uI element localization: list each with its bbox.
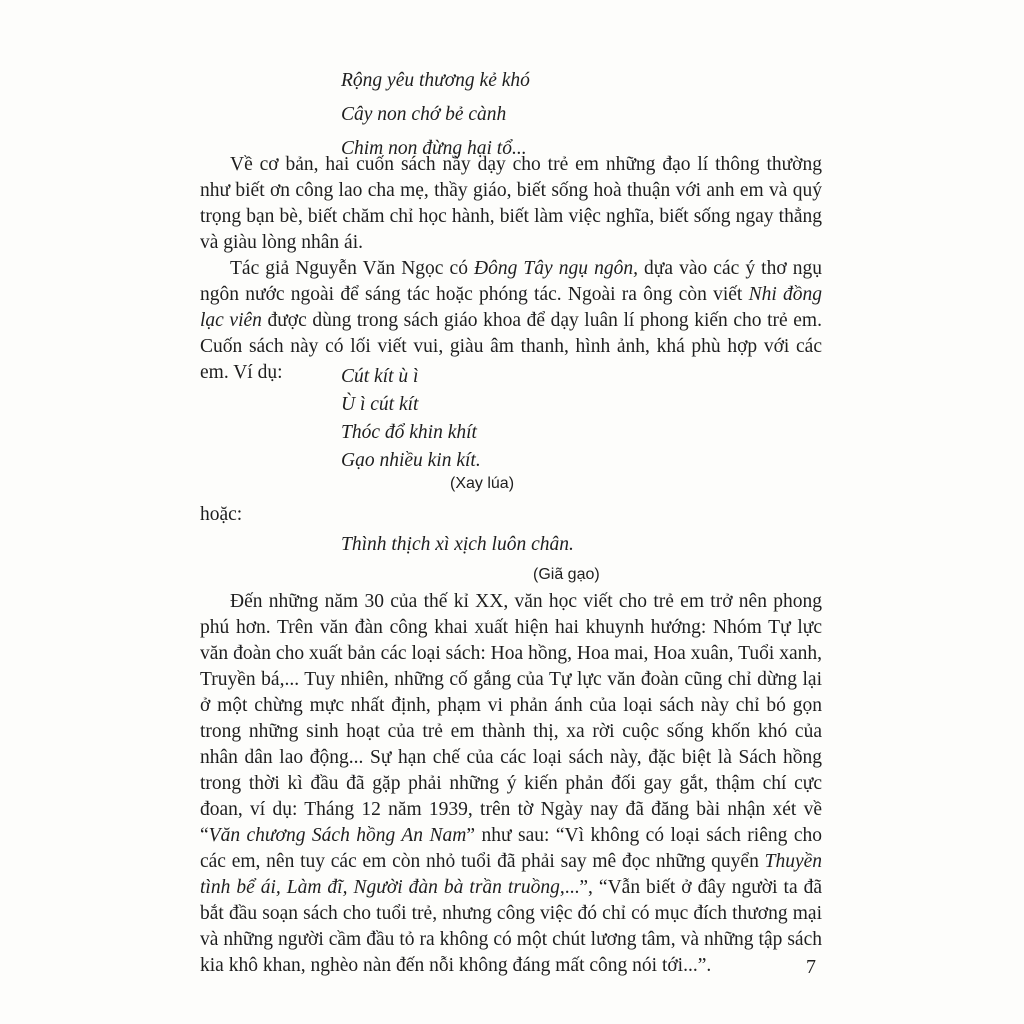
article-title: Văn chương Sách hồng An Nam bbox=[208, 825, 467, 846]
text-run: dựa vào các ý thơ ngụ ngôn nước ngoài để sáng tác hoặc phóng tác. Ngoài ra ông còn viết bbox=[200, 258, 822, 305]
verse-line: Ù ì cút kít bbox=[341, 394, 419, 415]
book-title: Nhi đồng lạc viên bbox=[200, 284, 822, 331]
verse-line: Chim non đừng hại tổ... bbox=[341, 138, 527, 159]
page-number: 7 bbox=[806, 956, 816, 978]
paragraph-3 bbox=[200, 589, 822, 979]
text-run: được dùng trong sách giáo khoa để dạy luân lí phong kiến cho trẻ em. Cuốn sách này có lối viết vui, giàu âm thanh, hình ảnh, khá phù hợp với các em. Ví dụ: bbox=[200, 310, 822, 383]
book-titles: Thuyền tình bể ái, Làm đĩ, Người đàn bà trần truồng bbox=[200, 851, 822, 898]
text-run: Đến những năm 30 của thế kỉ XX, văn học viết cho trẻ em trở nên phong phú hơn. Trên văn đàn công khai xuất hiện hai khuynh hướng: Nhóm Tự lực văn đoàn cho xuất bản các loại sách: Hoa hồng, Hoa mai, Hoa xuân, Tuổi xanh, Truyền bá,... Tuy nhiên, những cố gắng của Tự lực văn đoàn cũng chỉ dừng lại ở một chừng mực nhất định, phạm vi phản ánh của loại sách này chỉ bó gọn trong những sinh hoạt của trẻ em thành thị, xa rời cuộc sống khốn khó của nhân dân lao động... Sự hạn chế của các loại sách này, đặc biệt là Sách hồng trong thời kì đầu đã gặp phải những ý kiến phản đối gay gắt, thậm chí cực đoan, ví dụ: Tháng 12 năm 1939, trên tờ Ngày nay đã đăng bài nhận xét về “ bbox=[200, 591, 822, 846]
text-run: Tác giả Nguyễn Văn Ngọc có bbox=[230, 258, 475, 279]
verse-source: (Giã gạo) bbox=[533, 566, 600, 583]
verse-line: Rộng yêu thương kẻ khó bbox=[341, 70, 530, 91]
paragraph-text bbox=[200, 589, 822, 979]
verse-line: Thình thịch xì xịch luôn chân. bbox=[341, 534, 574, 555]
paragraph-text: Về cơ bản, hai cuốn sách này dạy cho trẻ em những đạo lí thông thường như biết ơn công lao cha mẹ, thầy giáo, biết sống hoà thuận với anh em và quý trọng bạn bè, biết chăm chỉ học hành, biết làm việc nghĩa, biết sống ngay thẳng và giàu lòng nhân ái. bbox=[200, 154, 822, 253]
verse-line: Gạo nhiều kin kít. bbox=[341, 450, 481, 471]
verse-source: (Xay lúa) bbox=[450, 475, 515, 492]
verse-line: Thóc đổ khin khít bbox=[341, 422, 477, 443]
paragraph-1 bbox=[200, 152, 822, 256]
connector-text: hoặc: bbox=[200, 504, 243, 525]
book-title: Đông Tây ngụ ngôn, bbox=[474, 258, 638, 279]
paragraph-text bbox=[200, 256, 822, 386]
paragraph-2 bbox=[200, 256, 822, 386]
text-run: ,...”, “Vẫn biết ở đây người ta đã bắt đầu soạn sách cho tuổi trẻ, nhưng công việc đó chỉ có mục đích thương mại và những người cầm đầu tỏ ra không có một chút lương tâm, và những tập sách kia khô khan, nghèo nàn đến nỗi không đáng mất công nói tới...”. bbox=[200, 877, 823, 976]
verse-block-1 bbox=[341, 68, 530, 162]
verse-block-2 bbox=[341, 364, 481, 474]
verse-line: Cây non chớ bẻ cành bbox=[341, 104, 507, 125]
text-run: ” như sau: “Vì không có loại sách riêng cho các em, nên tuy các em còn nhỏ tuổi đã phải say mê đọc những quyển bbox=[200, 825, 822, 872]
verse-line: Cút kít ù ì bbox=[341, 366, 419, 387]
